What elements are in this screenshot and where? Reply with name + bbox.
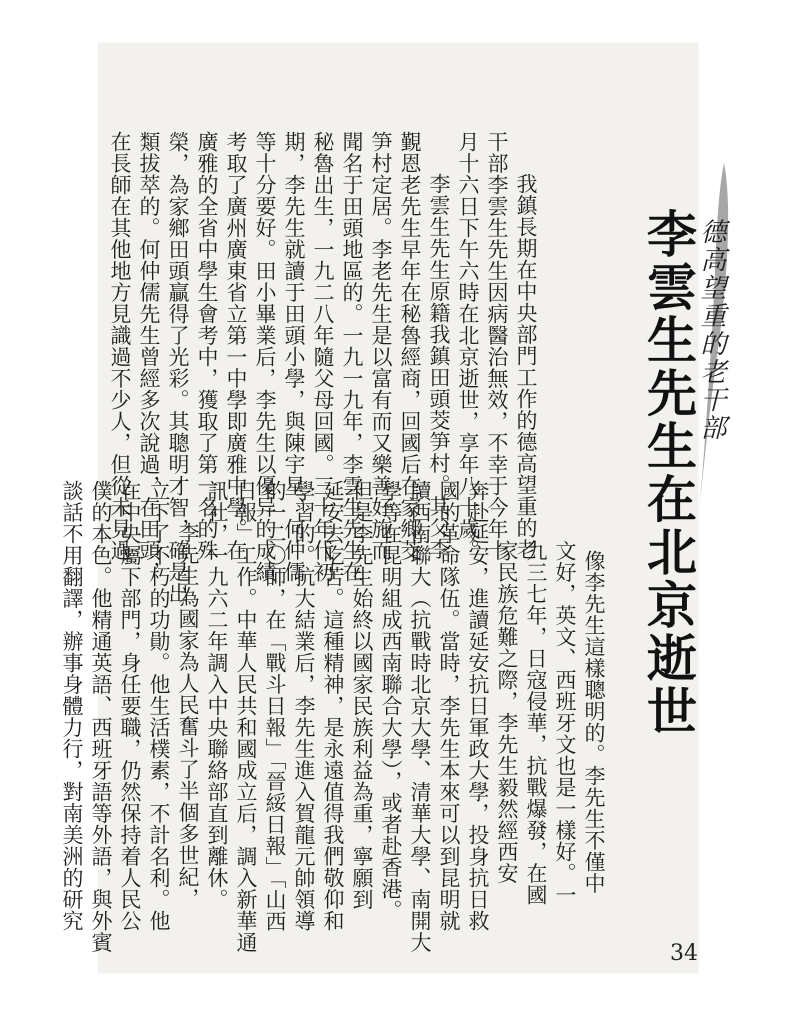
body-column: 談話不用翻譯，辦事身體力行，對南美洲的研究 (60, 480, 84, 932)
article-subtitle: 德高望重的老干部 (696, 218, 726, 442)
body-column: 類拔萃的。何仲儒先生曾經多次說過，在田頭， (137, 131, 161, 583)
body-column: 學等在昆明組成西南聯合大學），或者赴香港。 (379, 480, 403, 921)
body-column: 延安去吃苦。這種精神，是永遠值得我們敬仰和 (321, 480, 345, 932)
body-column: 家民族危難之際，李先生毅然經西安 (495, 540, 519, 884)
body-column: 考取了廣州廣東省立第一中學即廣雅中學。在 (224, 131, 248, 561)
body-column: 笋村定居。李老先生是以富有而又樂善好施而 (369, 131, 393, 561)
body-column: 覲恩老先生早年在秘魯經商，回國后在家鄉茭 (398, 131, 422, 561)
body-column: 日報」工作。中華人民共和國成立后，調入新華通 (234, 480, 258, 953)
body-column: 國的革命隊伍。當時，李先生本來可以到昆明就 (437, 480, 461, 932)
body-column: 月十六日下午六時在北京逝世，享年八十歲。 (456, 131, 480, 561)
body-column: 期，李先生就讀于田頭小學，與陳宇星、何仲儒 (282, 131, 306, 583)
body-column: 九三七年，日寇侵華，抗戰爆發，在國 (524, 540, 548, 906)
body-column: 僕的本色。他精通英語、西班牙語等外語，與外賓 (89, 480, 113, 953)
body-column: 廣雅的全省中學生會考中，獲取了第一名的殊 (195, 131, 219, 561)
body-column: 學習的。抗大結業后，李先生進入賀龍元帥領導 (292, 480, 316, 932)
body-column: 奔赴延安，進讀延安抗日軍政大學，投身抗日救 (466, 480, 490, 932)
body-column: 干部李雲生先生因病醫治無效，不幸于今年十 (485, 131, 509, 561)
body-column: 訊社，一九六二年調入中央聯絡部直到離休。 (205, 480, 229, 910)
body-column: 李雲生先生原籍我鎮田頭茭笋村。其父李 (427, 173, 451, 560)
body-column: 榮，為家鄉田頭贏得了光彩。其聰明才智，確是出 (166, 131, 190, 604)
body-column: 秘魯出生，一九二八年隨父母回國。三十年代初 (311, 131, 335, 583)
body-column: 在長師在其他地方見識過不少人，但從未見過 (108, 131, 132, 561)
body-column: 我鎮長期在中央部門工作的德高望重的老 (514, 173, 538, 560)
body-column: 但是李先生始終以國家民族利益為重，寧願到 (350, 480, 374, 910)
article-title: 李雲生先生在北京逝世 (639, 208, 697, 738)
body-column: 立下了不朽的功勛。他生活樸素，不計名利。他 (147, 480, 171, 932)
body-column: 聞名于田頭地區的。一九一九年，李雲生先生在 (340, 131, 364, 583)
page-number: 34 (670, 941, 698, 966)
book-page (60, 43, 726, 973)
body-column: 李先生為國家為人民奮斗了半個多世紀， (176, 522, 200, 909)
body-column: 等十分要好。田小畢業后，李先生以優异的成績 (253, 131, 277, 583)
body-column: 讀西南聯大（抗戰時北京大學、清華大學、南開大 (408, 480, 432, 953)
body-column: 像李先生這樣聰明的。李先生不僅中 (582, 550, 606, 894)
body-column: 的一二〇師，在「戰斗日報」「晉綏日報」「山西 (263, 480, 287, 932)
body-column: 在中央屬下部門，身任要職，仍然保持着人民公 (118, 480, 142, 932)
body-column: 文好，英文、西班牙文也是一樣好。一 (553, 540, 577, 906)
